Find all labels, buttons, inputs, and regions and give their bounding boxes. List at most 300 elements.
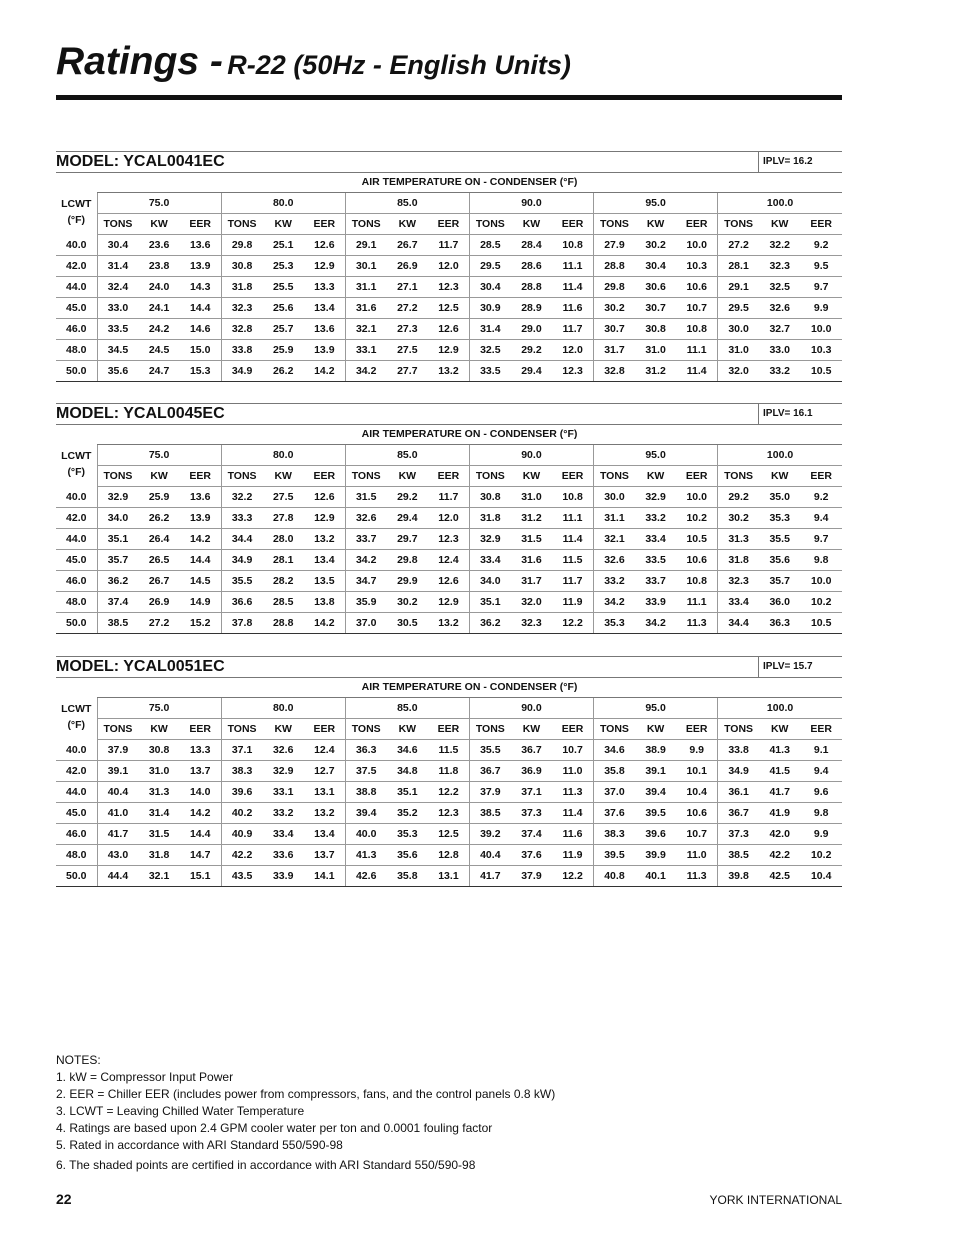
col-header-tons: TONS: [594, 466, 635, 487]
table-cell: 11.1: [676, 340, 717, 361]
table-cell: 12.9: [428, 592, 469, 613]
table-cell: 36.0: [759, 592, 800, 613]
col-header-eer: EER: [676, 719, 717, 740]
table-cell: 37.9: [469, 782, 510, 803]
col-header-kw: KW: [511, 214, 552, 235]
table-cell: 10.2: [800, 845, 842, 866]
air-temp-value: 85.0: [345, 445, 469, 466]
table-cell: 12.3: [428, 529, 469, 550]
lcwt-cell: 48.0: [56, 340, 97, 361]
col-header-eer: EER: [552, 466, 593, 487]
table-cell: 33.6: [263, 845, 304, 866]
table-cell: 33.0: [97, 298, 138, 319]
table-cell: 27.3: [387, 319, 428, 340]
table-cell: 9.9: [676, 740, 717, 761]
table-cell: 10.1: [676, 761, 717, 782]
table-cell: 31.6: [511, 550, 552, 571]
table-cell: 11.7: [552, 571, 593, 592]
page-title-sub: R-22 (50Hz - English Units): [227, 50, 571, 80]
table-cell: 10.8: [676, 319, 717, 340]
table-cell: 39.4: [345, 803, 386, 824]
table-cell: 13.2: [304, 803, 345, 824]
table-cell: 39.8: [718, 866, 759, 887]
lcwt-cell: 40.0: [56, 487, 97, 508]
table-cell: 36.7: [511, 740, 552, 761]
table-cell: 13.9: [180, 508, 221, 529]
table-cell: 34.2: [594, 592, 635, 613]
model-section: [56, 403, 842, 634]
col-header-kw: KW: [138, 719, 179, 740]
table-cell: 13.6: [304, 319, 345, 340]
lcwt-cell: 50.0: [56, 866, 97, 887]
table-cell: 10.3: [676, 256, 717, 277]
table-cell: 13.4: [304, 298, 345, 319]
table-cell: 33.8: [221, 340, 262, 361]
col-header-tons: TONS: [469, 466, 510, 487]
table-cell: 37.4: [511, 824, 552, 845]
table-cell: 41.3: [759, 740, 800, 761]
table-row: [56, 298, 842, 319]
table-cell: 37.6: [511, 845, 552, 866]
table-cell: 33.2: [263, 803, 304, 824]
table-cell: 35.1: [97, 529, 138, 550]
notes: [56, 1052, 555, 1174]
table-cell: 34.7: [345, 571, 386, 592]
table-cell: 29.4: [387, 508, 428, 529]
table-cell: 29.0: [511, 319, 552, 340]
col-header-eer: EER: [304, 214, 345, 235]
table-cell: 31.7: [594, 340, 635, 361]
table-cell: 11.1: [552, 508, 593, 529]
table-cell: 28.0: [263, 529, 304, 550]
col-header-tons: TONS: [594, 719, 635, 740]
table-cell: 41.7: [469, 866, 510, 887]
lcwt-cell: 50.0: [56, 613, 97, 634]
lcwt-cell: 40.0: [56, 740, 97, 761]
col-header-tons: TONS: [97, 466, 138, 487]
air-temp-value: 75.0: [97, 445, 221, 466]
table-cell: 34.9: [718, 761, 759, 782]
note-item: 5. Rated in accordance with ARI Standard 550/590-98: [56, 1138, 343, 1152]
table-cell: 39.2: [469, 824, 510, 845]
table-cell: 32.8: [221, 319, 262, 340]
table-cell: 31.5: [138, 824, 179, 845]
table-cell: 32.8: [594, 361, 635, 382]
table-cell: 30.2: [594, 298, 635, 319]
lcwt-cell: 46.0: [56, 824, 97, 845]
table-cell: 40.8: [594, 866, 635, 887]
table-cell: 32.3: [221, 298, 262, 319]
table-cell: 14.1: [304, 866, 345, 887]
table-cell: 35.5: [221, 571, 262, 592]
table-cell: 30.7: [594, 319, 635, 340]
table-cell: 37.8: [221, 613, 262, 634]
table-cell: 31.0: [635, 340, 676, 361]
table-cell: 25.5: [263, 277, 304, 298]
table-cell: 38.5: [469, 803, 510, 824]
table-cell: 12.6: [428, 571, 469, 592]
table-cell: 13.7: [180, 761, 221, 782]
table-cell: 33.0: [759, 340, 800, 361]
col-header-kw: KW: [511, 466, 552, 487]
table-cell: 25.7: [263, 319, 304, 340]
table-cell: 34.2: [345, 550, 386, 571]
table-cell: 31.8: [718, 550, 759, 571]
table-cell: 10.7: [676, 824, 717, 845]
table-cell: 14.2: [180, 529, 221, 550]
lcwt-cell: 45.0: [56, 803, 97, 824]
table-cell: 11.3: [552, 782, 593, 803]
air-temp-value: 75.0: [97, 193, 221, 214]
table-cell: 31.5: [345, 487, 386, 508]
table-cell: 40.1: [635, 866, 676, 887]
table-cell: 14.0: [180, 782, 221, 803]
table-cell: 13.2: [428, 613, 469, 634]
table-cell: 12.8: [428, 845, 469, 866]
note-item: 2. EER = Chiller EER (includes power from compressors, fans, and the control panels 0.8 kW): [56, 1087, 556, 1101]
table-cell: 37.4: [97, 592, 138, 613]
air-temp-value: 90.0: [469, 445, 593, 466]
table-row: [56, 592, 842, 613]
table-cell: 28.8: [263, 613, 304, 634]
table-cell: 23.8: [138, 256, 179, 277]
table-cell: 24.5: [138, 340, 179, 361]
table-cell: 32.1: [345, 319, 386, 340]
table-cell: 38.5: [718, 845, 759, 866]
table-cell: 10.7: [552, 740, 593, 761]
table-cell: 28.5: [263, 592, 304, 613]
table-cell: 14.2: [304, 361, 345, 382]
table-cell: 10.4: [676, 782, 717, 803]
table-cell: 38.3: [594, 824, 635, 845]
table-cell: 26.9: [387, 256, 428, 277]
air-temp-header: AIR TEMPERATURE ON - CONDENSER (°F): [97, 425, 842, 445]
table-cell: 32.6: [759, 298, 800, 319]
table-cell: 29.5: [718, 298, 759, 319]
table-cell: 36.1: [718, 782, 759, 803]
table-cell: 33.7: [635, 571, 676, 592]
col-header-kw: KW: [635, 214, 676, 235]
lcwt-unit: (°F): [67, 719, 86, 731]
table-cell: 31.4: [138, 803, 179, 824]
table-cell: 10.0: [676, 487, 717, 508]
table-cell: 11.7: [552, 319, 593, 340]
table-cell: 29.2: [718, 487, 759, 508]
col-header-eer: EER: [304, 719, 345, 740]
table-cell: 11.0: [676, 845, 717, 866]
table-cell: 10.2: [800, 592, 842, 613]
table-cell: 10.8: [552, 487, 593, 508]
table-cell: 10.2: [676, 508, 717, 529]
col-header-eer: EER: [800, 214, 842, 235]
table-row: [56, 235, 842, 256]
table-cell: 36.2: [97, 571, 138, 592]
table-cell: 37.9: [97, 740, 138, 761]
table-cell: 31.6: [345, 298, 386, 319]
lcwt-cell: 46.0: [56, 319, 97, 340]
table-cell: 34.6: [594, 740, 635, 761]
lcwt-header: [56, 193, 97, 235]
table-cell: 41.7: [759, 782, 800, 803]
col-header-eer: EER: [552, 719, 593, 740]
table-cell: 10.6: [676, 550, 717, 571]
table-cell: 33.5: [469, 361, 510, 382]
lcwt-cell: 42.0: [56, 508, 97, 529]
col-header-eer: EER: [428, 214, 469, 235]
table-cell: 38.9: [635, 740, 676, 761]
table-cell: 14.9: [180, 592, 221, 613]
table-cell: 24.2: [138, 319, 179, 340]
table-cell: 15.0: [180, 340, 221, 361]
table-cell: 41.9: [759, 803, 800, 824]
lcwt-cell: 42.0: [56, 256, 97, 277]
air-temp-value: 95.0: [594, 698, 718, 719]
table-cell: 9.4: [800, 761, 842, 782]
table-row: [56, 803, 842, 824]
table-cell: 36.6: [221, 592, 262, 613]
table-cell: 12.9: [428, 340, 469, 361]
table-cell: 9.9: [800, 824, 842, 845]
air-temp-value: 80.0: [221, 698, 345, 719]
table-cell: 31.8: [138, 845, 179, 866]
note-item: 4. Ratings are based upon 2.4 GPM cooler water per ton and 0.0001 fouling factor: [56, 1121, 493, 1135]
table-cell: 14.4: [180, 824, 221, 845]
table-cell: 32.7: [759, 319, 800, 340]
table-row: [56, 487, 842, 508]
col-header-kw: KW: [387, 466, 428, 487]
table-cell: 31.3: [138, 782, 179, 803]
model-name: MODEL: YCAL0045EC: [56, 405, 225, 422]
col-header-tons: TONS: [97, 214, 138, 235]
table-cell: 29.2: [511, 340, 552, 361]
table-cell: 30.4: [97, 235, 138, 256]
table-cell: 42.2: [221, 845, 262, 866]
table-cell: 14.4: [180, 550, 221, 571]
table-cell: 10.8: [552, 235, 593, 256]
table-cell: 37.0: [594, 782, 635, 803]
table-cell: 29.7: [387, 529, 428, 550]
table-cell: 12.6: [428, 319, 469, 340]
table-cell: 11.4: [552, 529, 593, 550]
model-header: [56, 656, 842, 678]
table-cell: 28.6: [511, 256, 552, 277]
table-cell: 26.2: [138, 508, 179, 529]
table-cell: 30.1: [345, 256, 386, 277]
table-cell: 34.4: [718, 613, 759, 634]
table-cell: 12.9: [304, 508, 345, 529]
table-cell: 9.2: [800, 487, 842, 508]
table-cell: 35.3: [594, 613, 635, 634]
col-header-kw: KW: [759, 719, 800, 740]
table-cell: 34.9: [221, 550, 262, 571]
table-row: [56, 256, 842, 277]
table-cell: 29.8: [221, 235, 262, 256]
table-cell: 32.0: [511, 592, 552, 613]
col-header-tons: TONS: [718, 719, 759, 740]
table-cell: 30.8: [469, 487, 510, 508]
table-cell: 33.7: [345, 529, 386, 550]
model-header: [56, 403, 842, 425]
table-cell: 34.4: [221, 529, 262, 550]
table-cell: 13.9: [304, 340, 345, 361]
lcwt-cell: 48.0: [56, 592, 97, 613]
col-header-eer: EER: [676, 214, 717, 235]
table-cell: 41.0: [97, 803, 138, 824]
air-temp-value: 100.0: [718, 698, 842, 719]
table-cell: 9.4: [800, 508, 842, 529]
table-cell: 11.9: [552, 845, 593, 866]
table-row: [56, 613, 842, 634]
table-cell: 14.7: [180, 845, 221, 866]
air-temp-value: 90.0: [469, 193, 593, 214]
table-cell: 33.9: [263, 866, 304, 887]
table-cell: 37.6: [594, 803, 635, 824]
col-header-kw: KW: [759, 214, 800, 235]
air-temp-value: 100.0: [718, 445, 842, 466]
table-cell: 26.7: [387, 235, 428, 256]
table-cell: 11.4: [676, 361, 717, 382]
table-cell: 9.6: [800, 782, 842, 803]
table-cell: 27.2: [718, 235, 759, 256]
table-cell: 39.6: [221, 782, 262, 803]
col-header-kw: KW: [387, 719, 428, 740]
table-cell: 33.2: [759, 361, 800, 382]
table-cell: 10.4: [800, 866, 842, 887]
table-cell: 33.5: [635, 550, 676, 571]
table-cell: 32.6: [594, 550, 635, 571]
table-cell: 39.1: [635, 761, 676, 782]
lcwt-cell: 44.0: [56, 277, 97, 298]
table-cell: 40.2: [221, 803, 262, 824]
table-cell: 43.5: [221, 866, 262, 887]
table-cell: 12.5: [428, 824, 469, 845]
table-cell: 33.1: [263, 782, 304, 803]
page-title-main: Ratings -: [56, 40, 223, 83]
table-cell: 31.7: [511, 571, 552, 592]
table-cell: 27.5: [263, 487, 304, 508]
table-cell: 11.6: [552, 298, 593, 319]
table-cell: 37.9: [511, 866, 552, 887]
table-cell: 28.1: [263, 550, 304, 571]
model-header: [56, 151, 842, 173]
table-cell: 26.9: [138, 592, 179, 613]
table-cell: 36.7: [469, 761, 510, 782]
table-cell: 33.5: [97, 319, 138, 340]
note-item: 3. LCWT = Leaving Chilled Water Temperature: [56, 1104, 305, 1118]
table-cell: 33.8: [718, 740, 759, 761]
table-cell: 31.4: [97, 256, 138, 277]
col-header-kw: KW: [759, 466, 800, 487]
table-cell: 29.1: [345, 235, 386, 256]
table-cell: 41.7: [97, 824, 138, 845]
table-cell: 27.2: [138, 613, 179, 634]
table-cell: 35.1: [469, 592, 510, 613]
table-cell: 32.1: [594, 529, 635, 550]
col-header-kw: KW: [263, 466, 304, 487]
lcwt-cell: 45.0: [56, 298, 97, 319]
col-header-eer: EER: [180, 466, 221, 487]
table-cell: 42.2: [759, 845, 800, 866]
table-cell: 35.6: [759, 550, 800, 571]
table-cell: 12.3: [428, 803, 469, 824]
air-temp-value: 95.0: [594, 445, 718, 466]
lcwt-cell: 50.0: [56, 361, 97, 382]
table-row: [56, 845, 842, 866]
table-cell: 32.9: [635, 487, 676, 508]
table-cell: 10.5: [800, 613, 842, 634]
air-temp-header: AIR TEMPERATURE ON - CONDENSER (°F): [97, 173, 842, 193]
table-cell: 13.6: [180, 487, 221, 508]
table-cell: 11.9: [552, 592, 593, 613]
col-header-tons: TONS: [594, 214, 635, 235]
table-cell: 11.3: [676, 613, 717, 634]
table-cell: 33.4: [469, 550, 510, 571]
table-cell: 9.1: [800, 740, 842, 761]
table-row: [56, 529, 842, 550]
table-cell: 11.4: [552, 277, 593, 298]
table-cell: 24.1: [138, 298, 179, 319]
page-title: [56, 40, 571, 84]
table-cell: 34.2: [635, 613, 676, 634]
table-cell: 13.7: [304, 845, 345, 866]
air-temp-value: 100.0: [718, 193, 842, 214]
air-temp-value: 80.0: [221, 445, 345, 466]
table-cell: 32.3: [511, 613, 552, 634]
table-cell: 35.3: [387, 824, 428, 845]
lcwt-cell: 40.0: [56, 235, 97, 256]
table-cell: 10.7: [676, 298, 717, 319]
table-cell: 32.5: [469, 340, 510, 361]
col-header-tons: TONS: [718, 466, 759, 487]
col-header-kw: KW: [387, 214, 428, 235]
col-header-tons: TONS: [469, 719, 510, 740]
table-cell: 38.5: [97, 613, 138, 634]
table-cell: 12.0: [552, 340, 593, 361]
table-cell: 33.4: [635, 529, 676, 550]
table-cell: 40.0: [345, 824, 386, 845]
table-cell: 15.3: [180, 361, 221, 382]
page-number: 22: [56, 1191, 72, 1207]
air-temp-header: AIR TEMPERATURE ON - CONDENSER (°F): [97, 678, 842, 698]
table-cell: 10.5: [676, 529, 717, 550]
table-cell: 31.1: [594, 508, 635, 529]
table-cell: 32.0: [718, 361, 759, 382]
table-cell: 31.3: [718, 529, 759, 550]
table-cell: 33.2: [635, 508, 676, 529]
table-row: [56, 508, 842, 529]
iplv-value: IPLV= 16.2: [758, 152, 842, 172]
table-cell: 30.8: [221, 256, 262, 277]
table-cell: 41.5: [759, 761, 800, 782]
table-cell: 9.7: [800, 529, 842, 550]
table-cell: 12.2: [552, 866, 593, 887]
table-cell: 33.4: [263, 824, 304, 845]
table-cell: 35.0: [759, 487, 800, 508]
table-cell: 14.3: [180, 277, 221, 298]
col-header-kw: KW: [138, 214, 179, 235]
table-cell: 35.3: [759, 508, 800, 529]
table-cell: 36.3: [345, 740, 386, 761]
table-cell: 31.2: [635, 361, 676, 382]
col-header-eer: EER: [180, 719, 221, 740]
table-cell: 29.1: [718, 277, 759, 298]
lcwt-cell: 45.0: [56, 550, 97, 571]
table-cell: 36.3: [759, 613, 800, 634]
col-header-eer: EER: [428, 466, 469, 487]
col-header-kw: KW: [635, 466, 676, 487]
table-row: [56, 571, 842, 592]
table-cell: 40.4: [97, 782, 138, 803]
